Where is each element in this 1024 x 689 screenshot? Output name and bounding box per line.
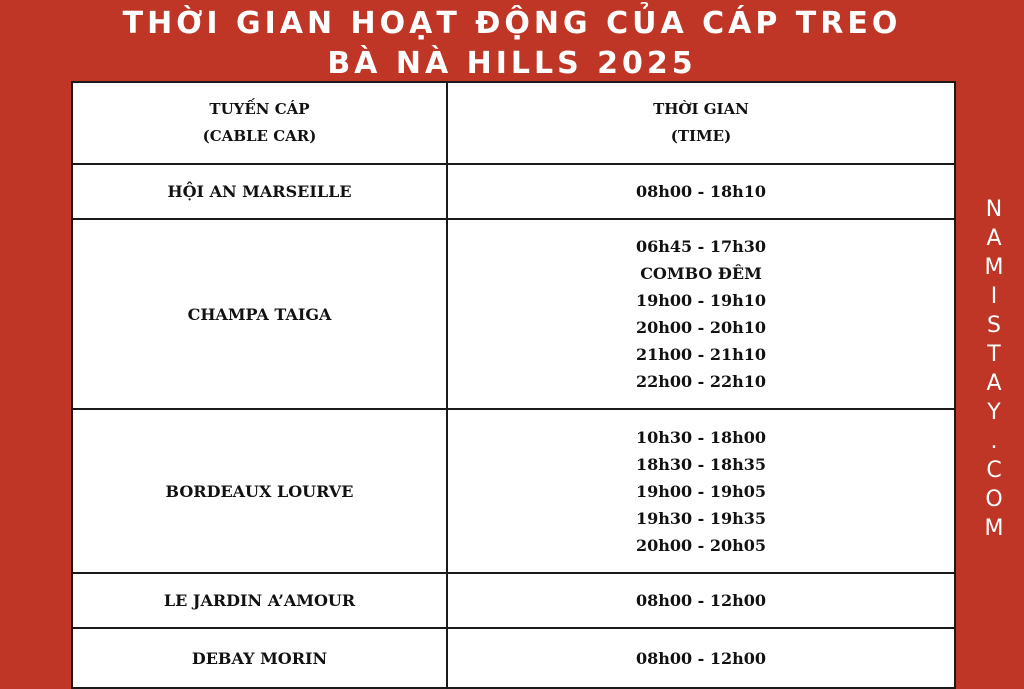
watermark-char: M bbox=[984, 516, 1004, 541]
title-line-1: THỜI GIAN HOẠT ĐỘNG CỦA CÁP TREO bbox=[122, 6, 902, 41]
header-route-line: TUYẾN CÁP bbox=[209, 100, 310, 118]
time-value: 18h30 - 18h35 bbox=[635, 454, 767, 474]
table-row bbox=[72, 219, 955, 409]
route-name: LE JARDIN A’AMOUR bbox=[163, 591, 356, 610]
watermark-char: C bbox=[986, 458, 1002, 483]
watermark-char: . bbox=[990, 429, 998, 454]
header-time-line: THỜI GIAN bbox=[653, 100, 749, 118]
time-value: 20h00 - 20h10 bbox=[635, 318, 767, 337]
time-value: 08h00 - 18h10 bbox=[635, 182, 767, 201]
title-line-2: BÀ NÀ HILLS 2025 bbox=[327, 46, 697, 81]
route-name: BORDEAUX LOURVE bbox=[165, 481, 354, 501]
route-name: DEBAY MORIN bbox=[191, 648, 328, 668]
route-cell bbox=[72, 219, 447, 409]
watermark-char: Y bbox=[987, 400, 1001, 425]
time-value: COMBO ĐÊM bbox=[640, 264, 762, 283]
page-title bbox=[0, 0, 1024, 84]
route-cell bbox=[72, 628, 447, 688]
time-value: 21h00 - 21h10 bbox=[635, 345, 767, 364]
time-cell bbox=[447, 628, 955, 688]
watermark-char: I bbox=[990, 284, 998, 309]
time-value: 08h00 - 12h00 bbox=[635, 648, 767, 668]
header-route bbox=[72, 82, 447, 164]
time-value: 19h00 - 19h05 bbox=[635, 481, 767, 501]
side-watermark bbox=[978, 196, 1010, 576]
route-name: CHAMPA TAIGA bbox=[187, 304, 332, 324]
table-row bbox=[72, 628, 955, 688]
watermark-char: A bbox=[986, 226, 1002, 251]
time-value: 22h00 - 22h10 bbox=[635, 372, 767, 391]
time-value: 20h00 - 20h05 bbox=[635, 535, 767, 555]
time-cell bbox=[447, 164, 955, 219]
watermark-char: N bbox=[985, 197, 1003, 222]
route-cell bbox=[72, 409, 447, 573]
watermark-char: O bbox=[985, 487, 1003, 512]
table-row bbox=[72, 573, 955, 628]
header-route-line: (CABLE CAR) bbox=[202, 127, 317, 145]
time-cell bbox=[447, 573, 955, 628]
watermark-char: S bbox=[987, 313, 1001, 338]
time-cell bbox=[447, 409, 955, 573]
time-value: 08h00 - 12h00 bbox=[635, 591, 767, 610]
table-header-row bbox=[72, 82, 955, 164]
table-row bbox=[72, 164, 955, 219]
time-cell bbox=[447, 219, 955, 409]
time-value: 10h30 - 18h00 bbox=[635, 427, 767, 447]
route-name: HỘI AN MARSEILLE bbox=[167, 182, 352, 201]
header-time-line: (TIME) bbox=[670, 127, 732, 145]
table-row bbox=[72, 409, 955, 573]
route-cell bbox=[72, 164, 447, 219]
time-value: 19h30 - 19h35 bbox=[635, 508, 767, 528]
time-value: 19h00 - 19h10 bbox=[635, 291, 767, 310]
route-cell bbox=[72, 573, 447, 628]
header-time bbox=[447, 82, 955, 164]
watermark-char: T bbox=[987, 342, 1001, 367]
watermark-char: A bbox=[986, 371, 1002, 396]
watermark-char: M bbox=[984, 255, 1004, 280]
schedule-table bbox=[71, 81, 956, 689]
time-value: 06h45 - 17h30 bbox=[635, 237, 767, 256]
